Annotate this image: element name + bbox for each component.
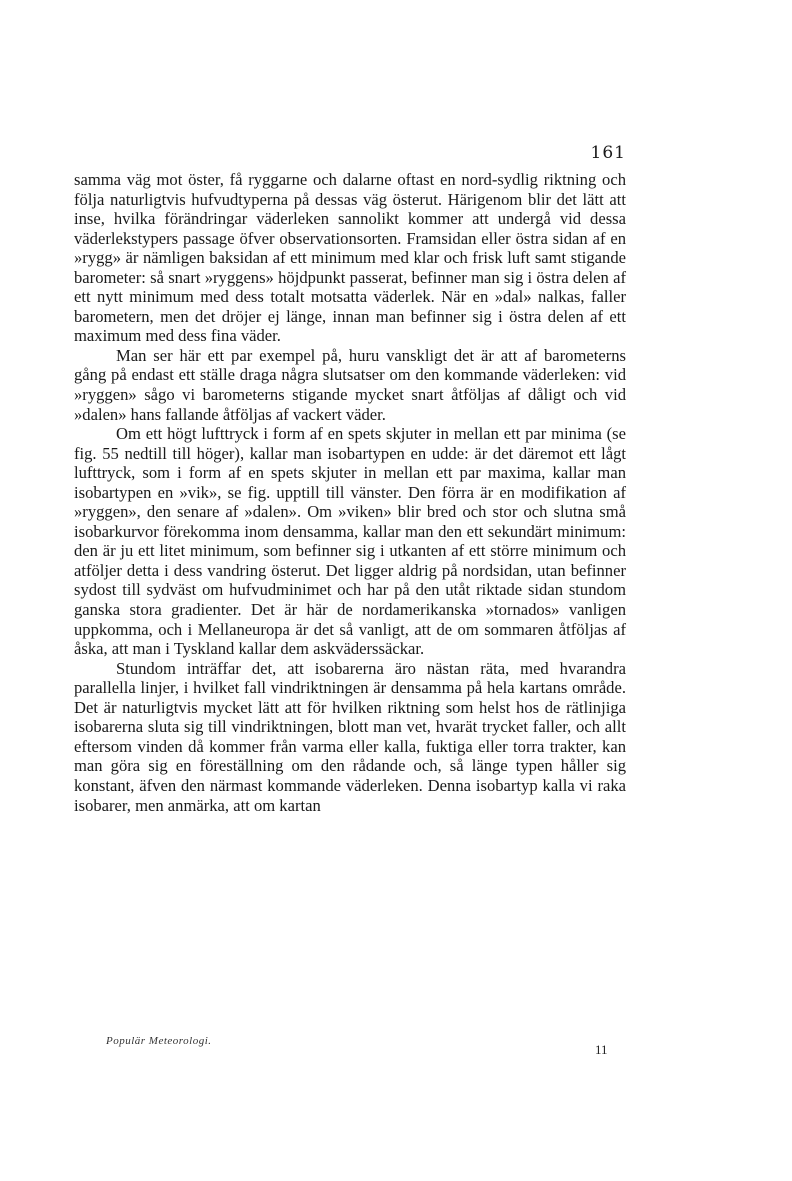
paragraph-3: Om ett högt lufttryck i form af en spets skjuter in mellan ett par minima (se fig. 55 nedtill till höger), kallar man isobartypen en udde: är det däremot ett lågt lufttryck, som i form af en spets skjuter in mellan ett par maxima, kallar man isobartypen en »vik», se fig. upptill till vänster. Den förra är en modifikation af »ryggen», den senare af »dalen». Om »viken» blir bred och stor och slutna små isobarkurvor förekomma inom densamma, kallar man den ett sekundärt minimum: den är ju ett litet minimum, som befinner sig i utkanten af ett större minimum och atföljer detta i dess vandring österut. Det ligger aldrig på nordsidan, utan befinner sydost till sydväst om hufvudminimet och har på den utåt riktade sidan stundom ganska stora gradienter. Det är här de nordamerikanska »tornados» vanligen uppkomma, och i Mellaneuropa är det så vanligt, att de om sommaren åtföljas af åska, att man i Tyskland kallar dem askväderssäckar. [74,424,626,659]
paragraph-4: Stundom inträffar det, att isobarerna äro nästan räta, med hvarandra parallella linjer, i hvilket fall vindriktningen är densamma på hela kartans område. Det är naturligtvis mycket lätt att för hvilken riktning som helst hos de rätlinjiga isobarerna sluta sig till vindriktningen, blott man vet, hvarät trycket faller, och allt eftersom vinden då kommer från varma eller kalla, fuktiga eller torra trakter, kan man göra sig en föreställning om den rådande och, så länge typen håller sig konstant, äfven den närmast kommande väderleken. Denna isobartyp kalla vi raka isobarer, men anmärka, att om kartan [74,658,626,815]
signature-mark: 11 [595,1042,608,1057]
paragraph-1: samma väg mot öster, få ryggarne och dalarne oftast en nord-sydlig riktning och följa naturligtvis hufvudtyperna på dessas väg österut. Härigenom blir det lätt att inse, hvilka förändringar väderleken sannolikt kommer att undergå vid dessa väderlekstypers passage öfver observationsorten. Framsidan eller östra sidan af en »rygg» är nämligen baksidan af ett minimum med klar och frisk luft samt stigande barometer: så snart »ryggens» höjdpunkt passerat, befinner man sig i östra delen af ett nytt minimum med dess totalt motsatta väderlek. När en »dal» nalkas, faller barometern, men det dröjer ej länge, innan man befinner sig i östra delen af ett maximum med dess fina väder. [74,170,626,346]
footer-book-title: Populär Meteorologi. [106,1035,212,1047]
body-text [74,170,626,815]
paragraph-2: Man ser här ett par exempel på, huru vanskligt det är att af barometerns gång på endast ett ställe draga några slutsatser om den kommande väderleken: vid »ryggen» sågo vi barometerns stigande mycket snart åtföljas af dåligt och vid »dalen» hans fallande åtföljas af vackert väder. [74,345,626,424]
page-number: 161 [590,143,626,163]
